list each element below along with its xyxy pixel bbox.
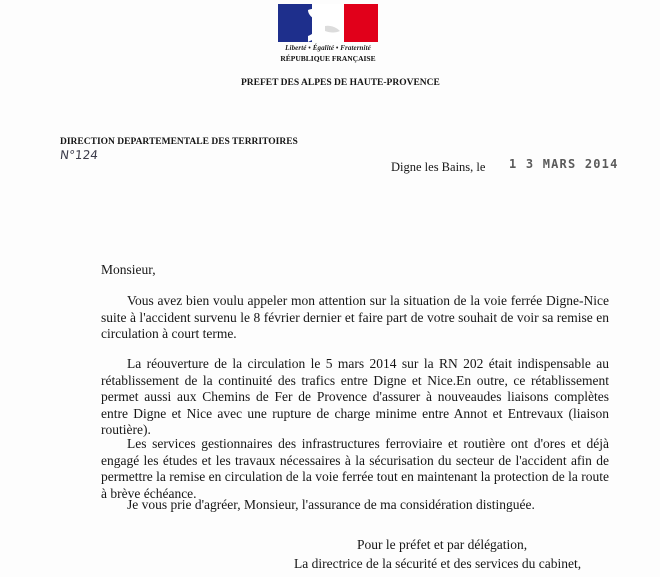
logo-republic: RÉPUBLIQUE FRANÇAISE [280, 54, 376, 63]
reference-number: N°124 [59, 148, 99, 162]
prefecture-title: PREFET DES ALPES DE HAUTE-PROVENCE [241, 78, 440, 88]
paragraph-3 [101, 436, 609, 502]
date-stamp: 1 3 MARS 2014 [509, 157, 619, 171]
marianne-flag-icon [278, 4, 378, 42]
logo-motto: Liberté • Égalité • Fraternité [285, 44, 371, 52]
paragraph-3-text: Les services gestionnaires des infrastructures ferroviaire et routière ont d'ores et déjà engagé les études et les travaux nécessaires à la sécurisation du secteur de l'accident afin de permettre la remise en circulation de la voie ferrée tout en maintenant la protection de la route à brève échéance. [101, 436, 609, 501]
signature-line-2: La directrice de la sécurité et des services du cabinet, [294, 556, 582, 571]
marianne-logo [278, 4, 378, 64]
paragraph-1-text: Vous avez bien voulu appeler mon attention sur la situation de la voie ferrée Digne-Nice suite à l'accident survenu le 8 février dernier et faire part de votre souhait de voir sa remise en circulation à court terme. [101, 293, 609, 341]
paragraph-closing [101, 497, 535, 514]
paragraph-2-text: La réouverture de la circulation le 5 mars 2014 sur la RN 202 était indispensable au rétablissement de la continuité des trafics entre Digne et Nice.En outre, ce rétablissement permet aussi aux Chemins de Fer de Provence d'assurer à nouveaudes liaisons complètes entre Digne et Nice avec une rupture de charge minime entre Annot et Entrevaux (liaison routière). [101, 356, 609, 437]
paragraph-1 [101, 293, 609, 343]
salutation: Monsieur, [101, 262, 156, 277]
paragraph-closing-text: Je vous prie d'agréer, Monsieur, l'assurance de ma considération distinguée. [127, 497, 535, 512]
paragraph-2 [101, 356, 609, 439]
direction-title: DIRECTION DEPARTEMENTALE DES TERRITOIRES [60, 137, 298, 147]
signature-line-1: Pour le préfet et par délégation, [357, 537, 528, 552]
dateline-place: Digne les Bains, le [391, 160, 486, 174]
